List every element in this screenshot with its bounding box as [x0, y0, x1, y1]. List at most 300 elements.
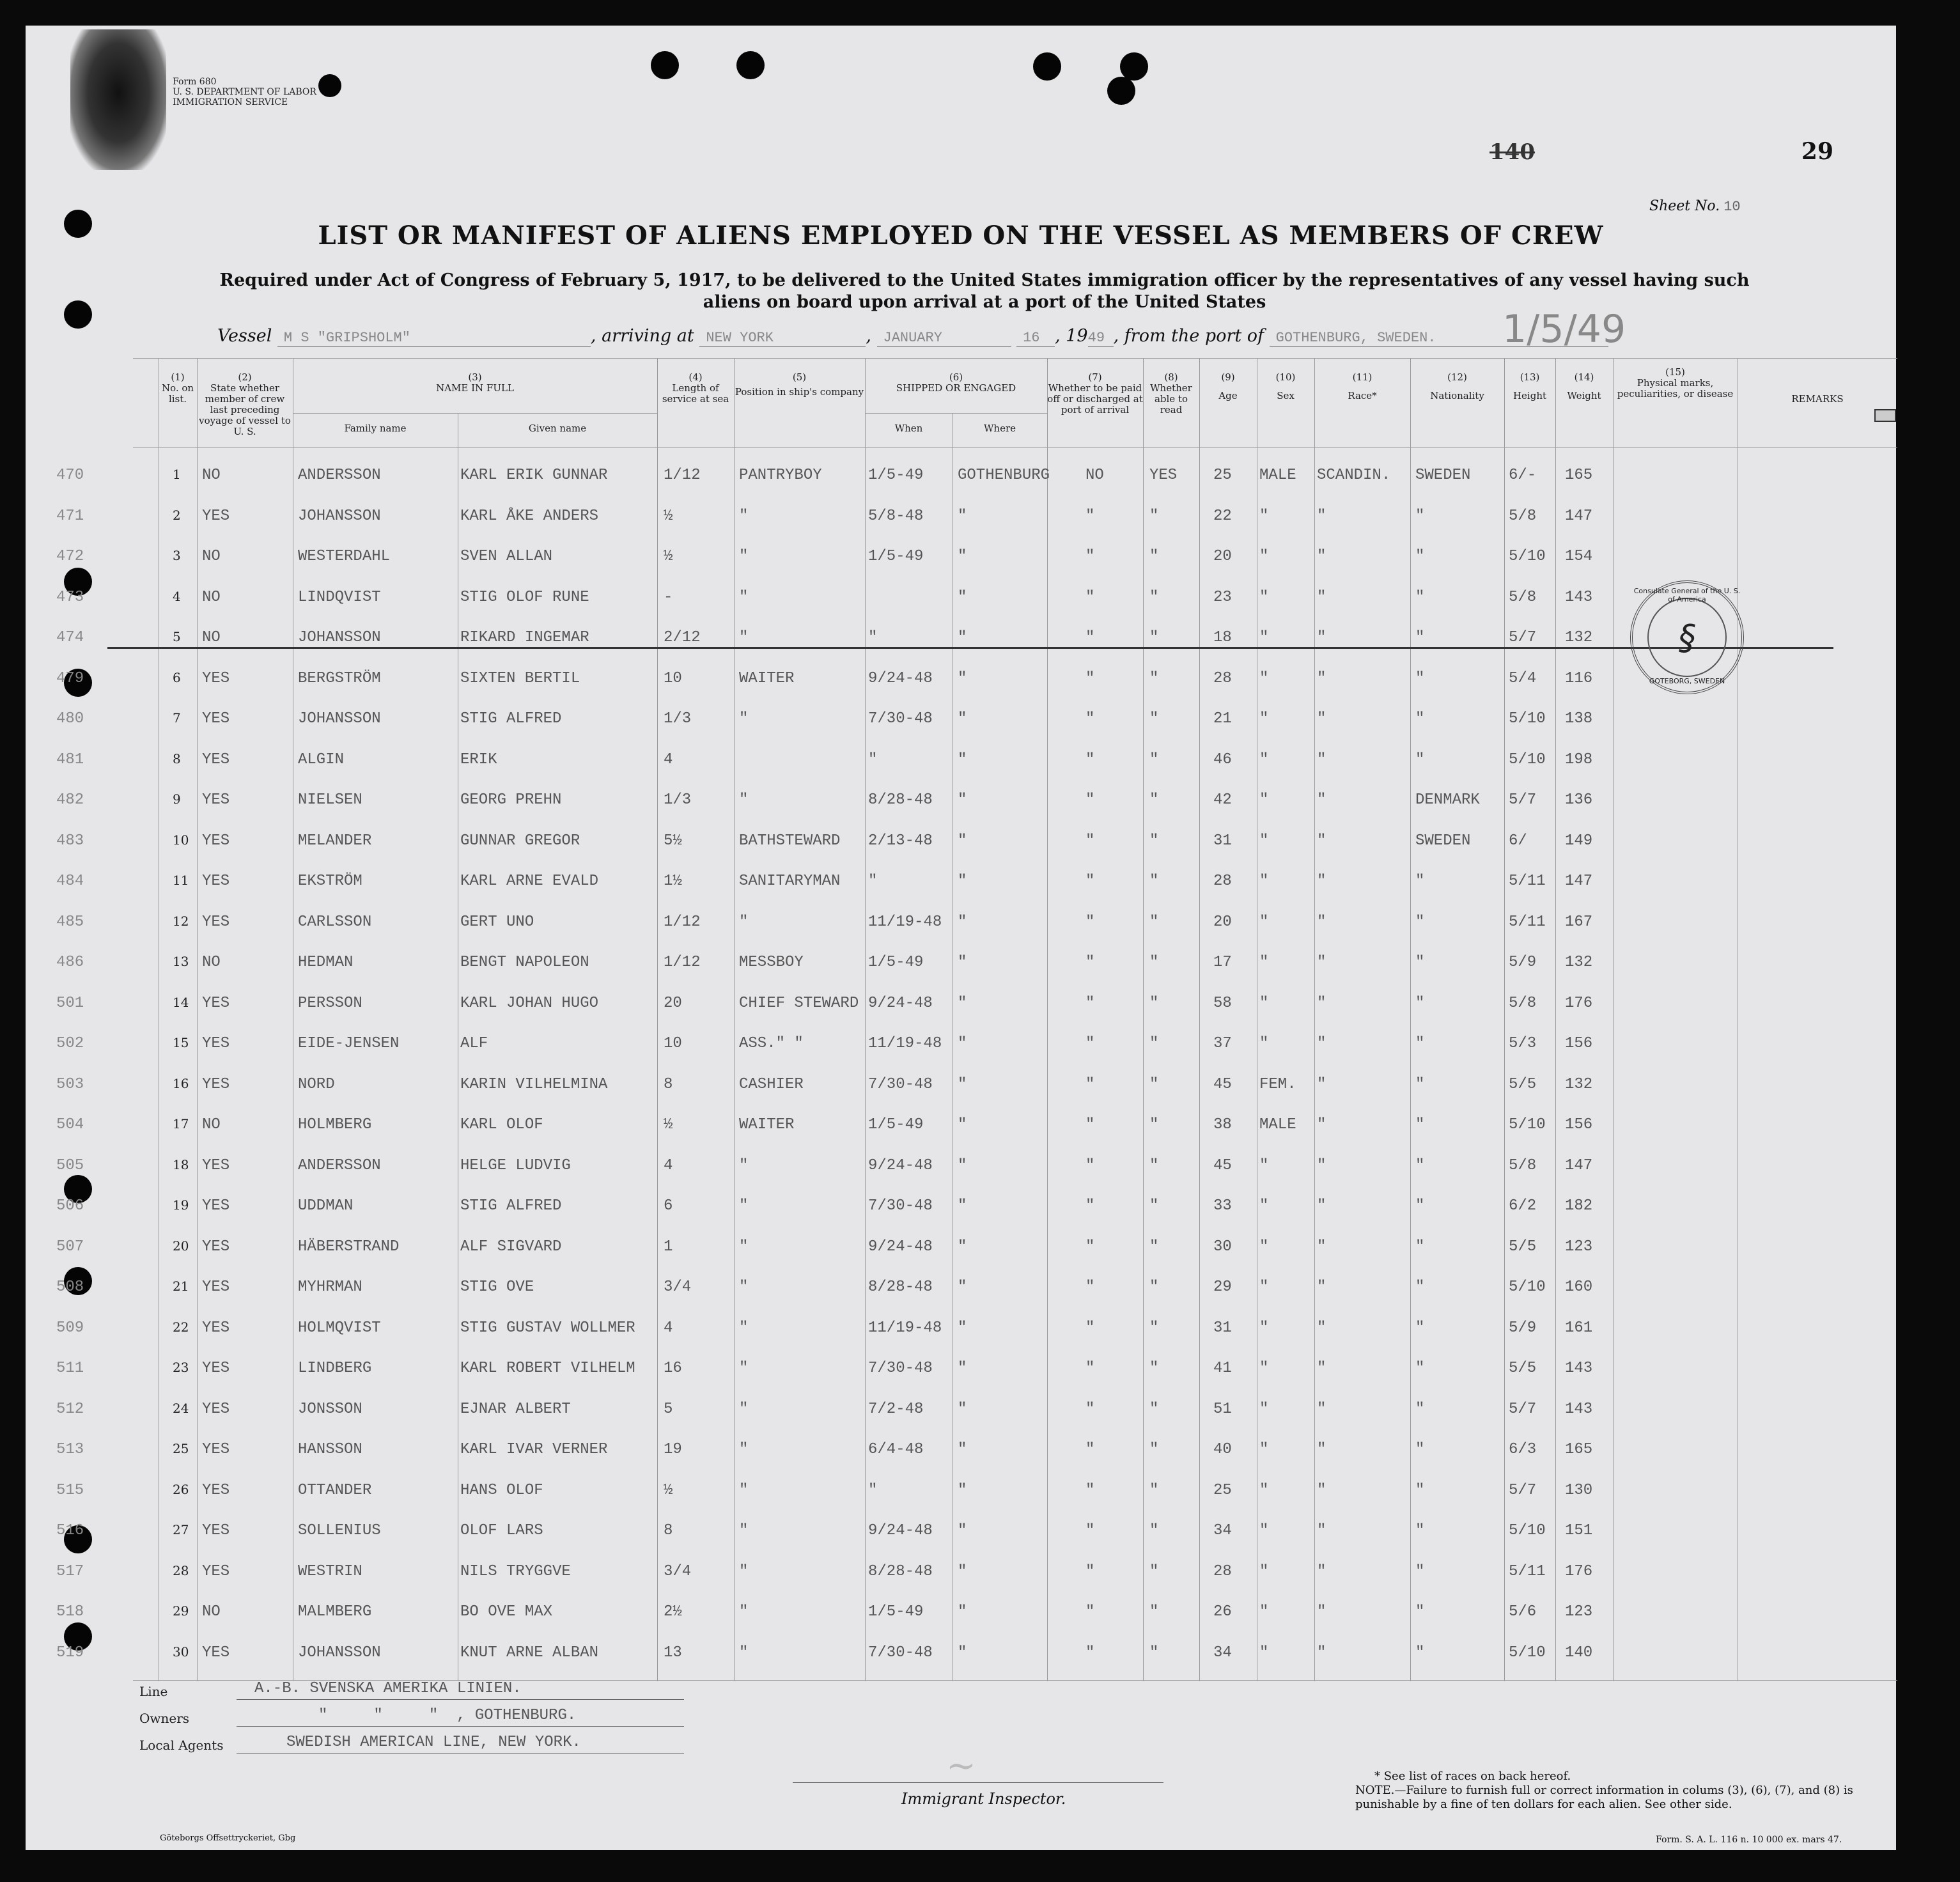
row-given-name: ALF [460, 1035, 488, 1052]
table-row [56, 1481, 1897, 1520]
page-title: LIST OR MANIFEST OF ALIENS EMPLOYED ON THE VESSEL AS MEMBERS OF CREW [318, 221, 1604, 251]
row-paid-off: " [1085, 1360, 1095, 1377]
row-race: " [1317, 750, 1326, 768]
header-height [1504, 372, 1555, 401]
row-shipped-where: " [958, 548, 967, 565]
owners-field [139, 1707, 577, 1726]
row-shipped-when: 9/24-48 [868, 1522, 933, 1539]
table-top-rule [133, 358, 1897, 359]
row-previous-voyage: YES [202, 1400, 230, 1418]
column-label: Position in ship's company [735, 386, 864, 398]
row-number: 21 [173, 1279, 189, 1294]
row-given-name: BENGT NAPOLEON [460, 954, 589, 971]
row-race: " [1317, 1644, 1326, 1661]
departure-port: GOTHENBURG, SWEDEN. [1270, 330, 1608, 346]
row-number: 8 [173, 750, 181, 766]
row-sex: " [1259, 832, 1269, 850]
header-position [734, 372, 865, 398]
row-paid-off: " [1085, 832, 1095, 850]
row-position: " [739, 507, 749, 525]
row-family-name: ANDERSSON [298, 1156, 381, 1174]
row-shipped-where: " [958, 1279, 967, 1296]
row-sex: " [1259, 629, 1269, 646]
row-paid-off: " [1085, 710, 1095, 727]
row-able-to-read: " [1149, 710, 1159, 727]
row-previous-voyage: YES [202, 791, 230, 809]
row-shipped-when: 7/30-48 [868, 1360, 933, 1377]
row-shipped-where: " [958, 750, 967, 768]
row-service: - [664, 588, 673, 606]
row-service: 4 [664, 1156, 673, 1174]
row-shipped-where: " [958, 1603, 967, 1621]
row-height: 5/6 [1509, 1603, 1537, 1621]
column-number: (11) [1352, 371, 1373, 383]
row-shipped-when: " [868, 1481, 878, 1499]
row-given-name: STIG OVE [460, 1279, 534, 1296]
row-height: 5/3 [1509, 1035, 1537, 1052]
table-row [56, 507, 1897, 546]
row-previous-voyage: YES [202, 1238, 230, 1256]
row-weight: 154 [1565, 548, 1593, 565]
column-label: Physical marks, peculiarities, or disease [1617, 377, 1734, 400]
row-number: 11 [173, 873, 189, 888]
row-nationality: " [1415, 1116, 1425, 1133]
row-service: 1/12 [664, 954, 701, 971]
header-read [1143, 372, 1199, 416]
row-paid-off: " [1085, 1481, 1095, 1499]
row-race: " [1317, 1319, 1326, 1337]
row-height: 5/5 [1509, 1238, 1537, 1256]
row-height: 5/5 [1509, 1360, 1537, 1377]
row-paid-off: " [1085, 1197, 1095, 1215]
row-number: 3 [173, 548, 181, 563]
row-sex: MALE [1259, 467, 1296, 484]
row-able-to-read: " [1149, 1522, 1159, 1539]
from-label: , from the port of [1113, 326, 1264, 346]
row-previous-voyage: YES [202, 1075, 230, 1093]
column-label: State whether member of crew last preceding voyage of vessel to U. S. [199, 382, 291, 437]
row-number: 1 [173, 467, 181, 482]
row-sex: " [1259, 1238, 1269, 1256]
row-race: " [1317, 954, 1326, 971]
row-height: 5/10 [1509, 1279, 1546, 1296]
row-previous-voyage: NO [202, 954, 221, 971]
row-given-name: SVEN ALLAN [460, 548, 553, 565]
row-paid-off: " [1085, 1238, 1095, 1256]
row-list-number: 519 [56, 1644, 84, 1661]
table-row [56, 1279, 1897, 1317]
row-given-name: KARL IVAR VERNER [460, 1441, 608, 1458]
row-shipped-when: 5/8-48 [868, 507, 924, 525]
row-weight: 132 [1565, 954, 1593, 971]
row-shipped-where: " [958, 1644, 967, 1661]
row-nationality: " [1415, 669, 1425, 687]
row-position: " [739, 791, 749, 809]
row-position: BATHSTEWARD [739, 832, 841, 850]
row-position: MESSBOY [739, 954, 804, 971]
row-shipped-when: 9/24-48 [868, 1156, 933, 1174]
sheet-number-value: 10 [1723, 199, 1741, 215]
row-service: 1/12 [664, 467, 701, 484]
table-row [56, 873, 1897, 911]
row-weight: 136 [1565, 791, 1593, 809]
row-race: " [1317, 669, 1326, 687]
row-given-name: HELGE LUDVIG [460, 1156, 571, 1174]
header-service [657, 372, 734, 405]
row-age: 25 [1213, 467, 1232, 484]
table-row [56, 1075, 1897, 1114]
column-label: Race* [1348, 390, 1377, 401]
page-subtitle: Required under Act of Congress of February 5, 1917, to be delivered to the United States immigration officer by the representatives of any vessel having such aliens on board upon arrival at a port of the United States [219, 270, 1750, 312]
column-number: (15) [1665, 366, 1685, 378]
row-nationality: " [1415, 548, 1425, 565]
row-weight: 130 [1565, 1481, 1593, 1499]
row-sex: " [1259, 1441, 1269, 1458]
row-age: 28 [1213, 669, 1232, 687]
row-previous-voyage: YES [202, 1035, 230, 1052]
row-race: " [1317, 913, 1326, 931]
row-family-name: ALGIN [298, 750, 345, 768]
table-row [56, 1035, 1897, 1073]
row-given-name: EJNAR ALBERT [460, 1400, 571, 1418]
row-shipped-when: 7/2-48 [868, 1400, 924, 1418]
row-weight: 140 [1565, 1644, 1593, 1661]
row-position: " [739, 1279, 749, 1296]
row-list-number: 506 [56, 1197, 84, 1215]
row-position: " [739, 1562, 749, 1580]
row-age: 45 [1213, 1075, 1232, 1093]
row-given-name: STIG ALFRED [460, 710, 562, 727]
vessel-line: Vessel M S "GRIPSHOLM" , arriving at NEW YORK , JANUARY 16 , 1949 , from the port of GOTHENBURG, SWEDEN. [217, 326, 1816, 346]
row-list-number: 504 [56, 1116, 84, 1133]
row-previous-voyage: YES [202, 873, 230, 890]
row-sex: " [1259, 1522, 1269, 1539]
row-nationality: " [1415, 629, 1425, 646]
row-able-to-read: " [1149, 954, 1159, 971]
handwritten-date: 1/5/49 [1502, 307, 1626, 352]
row-height: 5/10 [1509, 1644, 1546, 1661]
row-age: 31 [1213, 832, 1232, 850]
table-row [56, 913, 1897, 952]
row-nationality: " [1415, 1441, 1425, 1458]
header-physical-marks [1613, 367, 1738, 400]
row-list-number: 486 [56, 954, 84, 971]
row-race: " [1317, 629, 1326, 646]
column-number: (8) [1164, 371, 1178, 383]
column-number: (13) [1520, 371, 1540, 383]
row-nationality: " [1415, 1603, 1425, 1621]
row-race: " [1317, 1603, 1326, 1621]
row-previous-voyage: NO [202, 1116, 221, 1133]
row-age: 18 [1213, 629, 1232, 646]
row-paid-off: " [1085, 994, 1095, 1012]
punch-hole [1033, 52, 1061, 81]
row-weight: 165 [1565, 1441, 1593, 1458]
row-family-name: EKSTRÖM [298, 873, 362, 890]
table-row [56, 1238, 1897, 1277]
row-weight: 151 [1565, 1522, 1593, 1539]
row-family-name: HANSSON [298, 1441, 362, 1458]
row-height: 5/10 [1509, 548, 1546, 565]
row-family-name: MYHRMAN [298, 1279, 362, 1296]
row-given-name: OLOF LARS [460, 1522, 543, 1539]
row-sex: " [1259, 1603, 1269, 1621]
row-age: 42 [1213, 791, 1232, 809]
row-race: " [1317, 1197, 1326, 1215]
row-shipped-when: 8/28-48 [868, 791, 933, 809]
row-shipped-when: 1/5-49 [868, 1116, 924, 1133]
row-weight: 182 [1565, 1197, 1593, 1215]
row-able-to-read: " [1149, 1156, 1159, 1174]
row-age: 22 [1213, 507, 1232, 525]
row-family-name: ANDERSSON [298, 467, 381, 484]
header-when: When [894, 423, 923, 434]
row-number: 13 [173, 954, 189, 969]
row-list-number: 512 [56, 1400, 84, 1418]
row-paid-off: " [1085, 1562, 1095, 1580]
printer-mark: Göteborgs Offsettryckeriet, Gbg [160, 1833, 296, 1843]
column-label: No. on list. [161, 382, 194, 405]
row-previous-voyage: NO [202, 1603, 221, 1621]
row-able-to-read: " [1149, 832, 1159, 850]
row-given-name: KARL ERIK GUNNAR [460, 467, 608, 484]
row-number: 26 [173, 1481, 189, 1497]
row-shipped-where: " [958, 1562, 967, 1580]
row-shipped-when: 1/5-49 [868, 548, 924, 565]
row-nationality: " [1415, 1075, 1425, 1093]
row-able-to-read: " [1149, 1562, 1159, 1580]
row-shipped-when: 8/28-48 [868, 1562, 933, 1580]
row-weight: 149 [1565, 832, 1593, 850]
row-sex: " [1259, 913, 1269, 931]
header-prev-voyage [197, 372, 293, 437]
header-sex [1257, 372, 1314, 401]
row-shipped-when: " [868, 629, 878, 646]
row-weight: 123 [1565, 1603, 1593, 1621]
row-sex: " [1259, 588, 1269, 606]
form-code: Form. S. A. L. 116 n. 10 000 ex. mars 47. [1656, 1835, 1842, 1845]
table-row [56, 1116, 1897, 1155]
row-shipped-where: " [958, 588, 967, 606]
row-race: " [1317, 791, 1326, 809]
table-row [56, 1400, 1897, 1439]
row-able-to-read: " [1149, 1075, 1159, 1093]
row-given-name: HANS OLOF [460, 1481, 543, 1499]
arrival-year: 49 [1088, 330, 1114, 346]
owners-value: " " " , GOTHENBURG. [318, 1707, 577, 1724]
table-row [56, 1319, 1897, 1358]
row-age: 30 [1213, 1238, 1232, 1256]
row-service: 1 [664, 1238, 673, 1256]
row-service: ½ [664, 1481, 673, 1499]
column-number: (3) [468, 371, 482, 383]
row-height: 6/2 [1509, 1197, 1537, 1215]
row-nationality: " [1415, 1522, 1425, 1539]
row-position: " [739, 1238, 749, 1256]
row-shipped-when: 8/28-48 [868, 1279, 933, 1296]
row-service: 10 [664, 669, 682, 687]
row-sex: " [1259, 1360, 1269, 1377]
row-age: 28 [1213, 873, 1232, 890]
row-nationality: " [1415, 1481, 1425, 1499]
row-number: 17 [173, 1116, 189, 1132]
row-height: 5/4 [1509, 669, 1537, 687]
row-height: 5/10 [1509, 1116, 1546, 1133]
row-sex: " [1259, 791, 1269, 809]
row-nationality: " [1415, 1197, 1425, 1215]
row-family-name: WESTRIN [298, 1562, 362, 1580]
row-paid-off: " [1085, 1279, 1095, 1296]
row-service: 16 [664, 1360, 682, 1377]
header-paid-off [1047, 372, 1143, 416]
row-weight: 143 [1565, 1360, 1593, 1377]
row-age: 31 [1213, 1319, 1232, 1337]
form-identifier [173, 77, 316, 107]
row-nationality: " [1415, 1279, 1425, 1296]
row-age: 46 [1213, 750, 1232, 768]
row-number: 6 [173, 669, 181, 685]
row-previous-voyage: YES [202, 832, 230, 850]
row-previous-voyage: NO [202, 629, 221, 646]
row-able-to-read: " [1149, 750, 1159, 768]
row-previous-voyage: YES [202, 1197, 230, 1215]
row-previous-voyage: YES [202, 1360, 230, 1377]
header-remarks: REMARKS [1791, 393, 1844, 405]
row-previous-voyage: YES [202, 750, 230, 768]
table-row [56, 1644, 1897, 1683]
row-weight: 132 [1565, 1075, 1593, 1093]
stamp-text-bottom: GOTEBORG, SWEDEN [1649, 677, 1725, 685]
row-shipped-where: " [958, 994, 967, 1012]
table-row [56, 750, 1897, 789]
shipped-subheader-rule [865, 413, 1047, 414]
row-shipped-where: " [958, 1238, 967, 1256]
row-family-name: JONSSON [298, 1400, 362, 1418]
row-weight: 147 [1565, 873, 1593, 890]
row-paid-off: " [1085, 1319, 1095, 1337]
header-bottom-rule [133, 447, 1897, 448]
row-position: " [739, 1603, 749, 1621]
row-family-name: CARLSSON [298, 913, 372, 931]
row-height: 5/5 [1509, 1075, 1537, 1093]
row-position: " [739, 913, 749, 931]
row-nationality: " [1415, 588, 1425, 606]
row-family-name: JOHANSSON [298, 507, 381, 525]
row-shipped-when: 9/24-48 [868, 1238, 933, 1256]
row-service: 3/4 [664, 1279, 692, 1296]
row-previous-voyage: YES [202, 994, 230, 1012]
row-position: " [739, 629, 749, 646]
row-list-number: 473 [56, 588, 84, 606]
inspector-signature-line [793, 1782, 1163, 1783]
manifest-sheet [26, 26, 1896, 1850]
row-height: 5/9 [1509, 1319, 1537, 1337]
row-able-to-read: " [1149, 873, 1159, 890]
row-able-to-read: " [1149, 994, 1159, 1012]
footnote [1355, 1769, 1879, 1812]
column-label: Whether to be paid off or discharged at port of arrival [1047, 382, 1143, 416]
column-label: NAME IN FULL [436, 382, 514, 394]
row-sex: " [1259, 1319, 1269, 1337]
row-shipped-where: " [958, 1116, 967, 1133]
row-number: 16 [173, 1075, 189, 1091]
row-family-name: NORD [298, 1075, 335, 1093]
row-previous-voyage: YES [202, 1319, 230, 1337]
row-sex: " [1259, 1562, 1269, 1580]
row-weight: 156 [1565, 1116, 1593, 1133]
column-number: (12) [1447, 371, 1467, 383]
row-position: " [739, 1481, 749, 1499]
owners-underline [237, 1726, 684, 1727]
row-race: " [1317, 588, 1326, 606]
row-previous-voyage: NO [202, 588, 221, 606]
table-row [56, 548, 1897, 586]
row-age: 23 [1213, 588, 1232, 606]
row-able-to-read: YES [1149, 467, 1178, 484]
row-number: 28 [173, 1562, 189, 1578]
row-number: 30 [173, 1644, 189, 1660]
row-race: " [1317, 1562, 1326, 1580]
agents-value: SWEDISH AMERICAN LINE, NEW YORK. [286, 1734, 581, 1751]
row-number: 10 [173, 832, 189, 848]
row-nationality: " [1415, 1156, 1425, 1174]
column-label: SHIPPED OR ENGAGED [896, 382, 1016, 394]
row-weight: 176 [1565, 1562, 1593, 1580]
row-nationality: DENMARK [1415, 791, 1480, 809]
year-prefix: , 19 [1055, 326, 1088, 346]
arrival-day: 16 [1016, 330, 1055, 346]
row-weight: 156 [1565, 1035, 1593, 1052]
row-sex: " [1259, 954, 1269, 971]
punch-hole [1107, 77, 1135, 105]
row-height: 5/8 [1509, 588, 1537, 606]
row-age: 41 [1213, 1360, 1232, 1377]
row-position: " [739, 588, 749, 606]
row-list-number: 511 [56, 1360, 84, 1377]
row-given-name: BO OVE MAX [460, 1603, 553, 1621]
row-previous-voyage: YES [202, 913, 230, 931]
column-label: Length of service at sea [662, 382, 729, 405]
row-position: WAITER [739, 1116, 795, 1133]
row-service: 3/4 [664, 1562, 692, 1580]
punch-hole [1120, 52, 1148, 81]
row-height: 5/7 [1509, 791, 1537, 809]
row-shipped-when: 11/19-48 [868, 913, 942, 931]
row-nationality: " [1415, 750, 1425, 768]
sheet-label: Sheet No. [1649, 198, 1720, 214]
column-number: (10) [1275, 371, 1296, 383]
row-shipped-when: 1/5-49 [868, 467, 924, 484]
row-sex: " [1259, 1279, 1269, 1296]
table-row [56, 1156, 1897, 1195]
row-race: " [1317, 1360, 1326, 1377]
page-number: 29 [1801, 138, 1833, 165]
agents-underline [237, 1753, 684, 1754]
row-shipped-where: " [958, 913, 967, 931]
row-service: 2/12 [664, 629, 701, 646]
row-weight: 143 [1565, 1400, 1593, 1418]
row-paid-off: " [1085, 669, 1095, 687]
row-weight: 165 [1565, 467, 1593, 484]
row-race: " [1317, 548, 1326, 565]
row-able-to-read: " [1149, 548, 1159, 565]
row-race: " [1317, 710, 1326, 727]
row-paid-off: " [1085, 1603, 1095, 1621]
row-previous-voyage: YES [202, 669, 230, 687]
row-paid-off: " [1085, 1644, 1095, 1661]
column-label: Whether able to read [1150, 382, 1192, 416]
row-age: 29 [1213, 1279, 1232, 1296]
